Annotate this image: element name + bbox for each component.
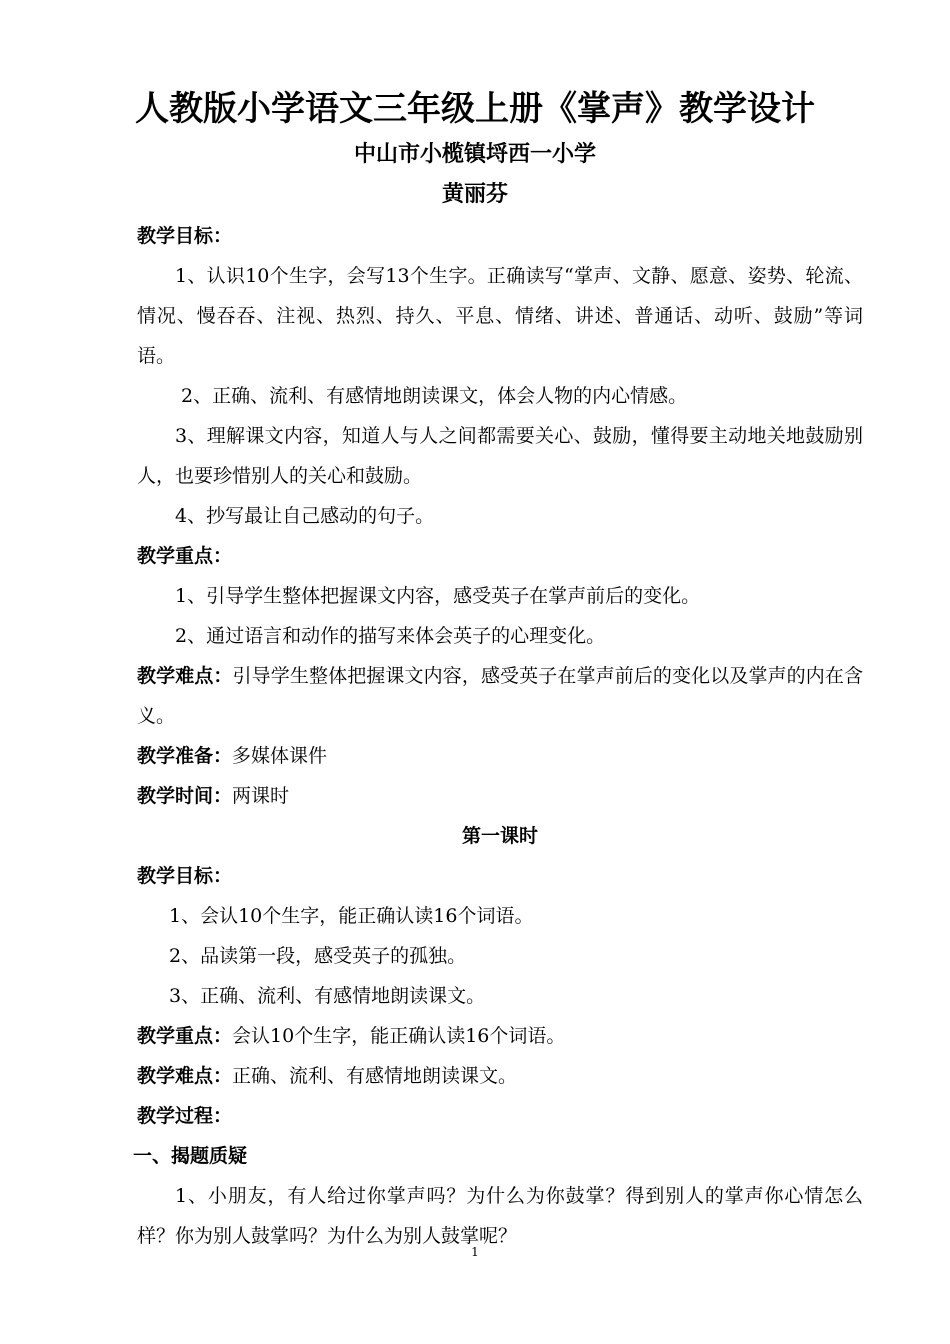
objective-item: 1、认识10个生字，会写13个生字。正确读写“掌声、文静、愿意、姿势、轮流、情况、慢吞吞、注视、热烈、持久、平息、情绪、讲述、普通话、动听、鼓励”等词语。 [137,265,863,367]
lesson1-difficulty-text: 正确、流利、有感情地朗读课文。 [232,1065,518,1087]
lesson1-difficulty-paragraph [137,1056,863,1096]
key-point-item: 2、通过语言和动作的描写来体会英子的心理变化。 [175,625,606,647]
school-name: 中山市小榄镇埒西一小学 [353,142,596,167]
lesson1-key-text: 会认10个生字，能正确认读16个词语。 [232,1025,566,1047]
lesson1-key-heading: 教学重点： [137,1025,233,1047]
lesson1-objective-item: 1、会认10个生字，能正确认读16个词语。 [169,905,534,927]
lesson1-difficulty-heading: 教学难点： [137,1065,233,1087]
preparation-heading: 教学准备： [137,745,233,767]
duration-paragraph [137,776,863,816]
section-item: 1、小朋友，有人给过你掌声吗？为什么为你鼓掌？得到别人的掌声你心情怎么样？你为别人鼓掌吗？为什么为别人鼓掌呢？ [137,1185,863,1247]
difficulty-text: 引导学生整体把握课文内容，感受英子在掌声前后的变化以及掌声的内在含义。 [137,665,863,727]
duration-text: 两课时 [232,785,290,807]
difficulty-heading: 教学难点： [137,665,233,687]
lesson1-heading: 第一课时 [461,825,538,847]
lesson1-objectives-heading: 教学目标： [137,865,233,887]
objectives-heading: 教学目标： [137,225,233,247]
page-number: 1 [471,1245,479,1259]
author-name: 黄丽芬 [441,182,508,207]
lesson1-objective-item: 2、品读第一段，感受英子的孤独。 [169,945,467,967]
document-title: 人教版小学语文三年级上册《掌声》教学设计 [135,89,815,129]
lesson1-key-paragraph [137,1016,863,1056]
duration-heading: 教学时间： [137,785,233,807]
key-points-heading: 教学重点： [137,545,233,567]
lesson1-objective-item: 3、正确、流利、有感情地朗读课文。 [169,985,486,1007]
key-point-item: 1、引导学生整体把握课文内容，感受英子在掌声前后的变化。 [175,585,701,607]
objective-item: 3、理解课文内容，知道人与人之间都需要关心、鼓励，懂得要主动地关地鼓励别人，也要珍惜别人的关心和鼓励。 [137,425,863,487]
preparation-text: 多媒体课件 [232,745,328,767]
document-body [133,216,863,1256]
difficulty-paragraph [137,656,863,736]
objective-item: 4、抄写最让自己感动的句子。 [175,505,435,527]
lesson1-process-heading: 教学过程： [137,1105,233,1127]
objective-item: 2、正确、流利、有感情地朗读课文，体会人物的内心情感。 [181,385,688,407]
section-heading: 一、揭题质疑 [133,1145,248,1167]
preparation-paragraph [137,736,863,776]
